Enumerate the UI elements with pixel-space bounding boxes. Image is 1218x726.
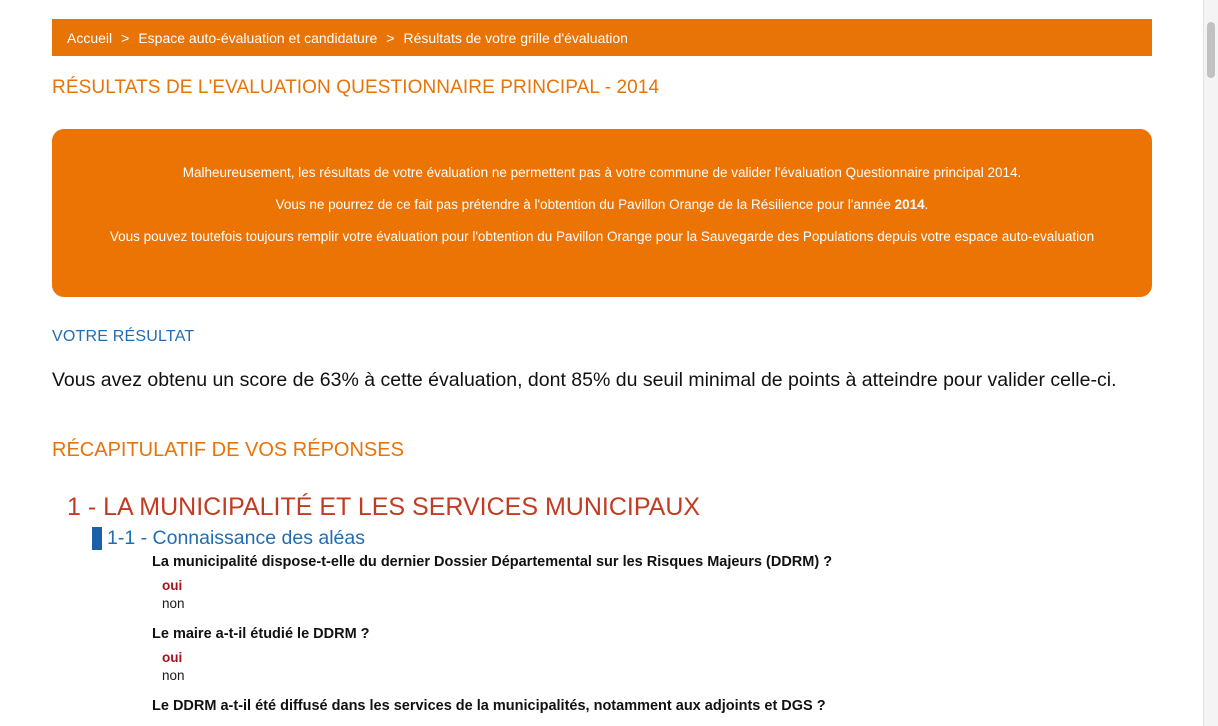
question-3: Le DDRM a-t-il été diffusé dans les services de la municipalités, notamment aux adjoints et DGS ? [152, 698, 826, 714]
answer-option: non [162, 668, 185, 683]
question-1: La municipalité dispose-t-elle du dernier Dossier Départemental sur les Risques Majeurs (DDRM) ? [152, 554, 833, 570]
breadcrumb-self-assessment-link[interactable]: Espace auto-évaluation et candidature [138, 29, 378, 46]
recap-heading: RÉCAPITULATIF DE VOS RÉPONSES [52, 439, 404, 461]
alert-message-3: Vous pouvez toutefois toujours remplir votre évaluation pour l'obtention du Pavillon Orange pour la Sauvegarde des Populations depuis votre espace auto-evaluation [109, 229, 1095, 244]
vertical-scrollbar[interactable] [1203, 0, 1218, 726]
alert-message-2-end: . [924, 197, 929, 212]
subchapter-label: 1-1 - Connaissance des aléas [107, 527, 365, 549]
answer-selected: oui [162, 650, 183, 665]
breadcrumb-separator: > [386, 29, 395, 46]
result-heading: VOTRE RÉSULTAT [52, 328, 195, 345]
alert-message-1: Malheureusement, les résultats de votre évaluation ne permettent pas à votre commune de valider l'évaluation Questionnaire principal 2014. [182, 165, 1022, 180]
main-content [52, 19, 1152, 714]
alert-message-2 [82, 197, 1122, 213]
breadcrumb-separator: > [121, 29, 130, 46]
chapter-title: 1 - LA MUNICIPALITÉ ET LES SERVICES MUNICIPAUX [67, 493, 701, 521]
subchapter-title [92, 527, 365, 550]
page-title: RÉSULTATS DE L'EVALUATION QUESTIONNAIRE PRINCIPAL - 2014 [52, 77, 660, 98]
breadcrumb-current: Résultats de votre grille d'évaluation [403, 29, 628, 46]
question-2: Le maire a-t-il étudié le DDRM ? [152, 626, 370, 642]
failure-alert [52, 129, 1152, 297]
alert-year: 2014 [894, 197, 925, 212]
alert-message-2-text: Vous ne pourrez de ce fait pas prétendre à l'obtention du Pavillon Orange de la Résilience pour l'année [275, 197, 895, 212]
breadcrumb [52, 19, 1152, 56]
score-text: Vous avez obtenu un score de 63% à cette évaluation, dont 85% du seuil minimal de points à atteindre pour valider celle-ci. [52, 369, 1117, 391]
subchapter-marker [92, 527, 102, 550]
answer-selected: oui [162, 578, 183, 593]
scrollbar-thumb[interactable] [1207, 22, 1215, 78]
breadcrumb-home-link[interactable]: Accueil [67, 29, 113, 46]
answer-option: non [162, 596, 185, 611]
